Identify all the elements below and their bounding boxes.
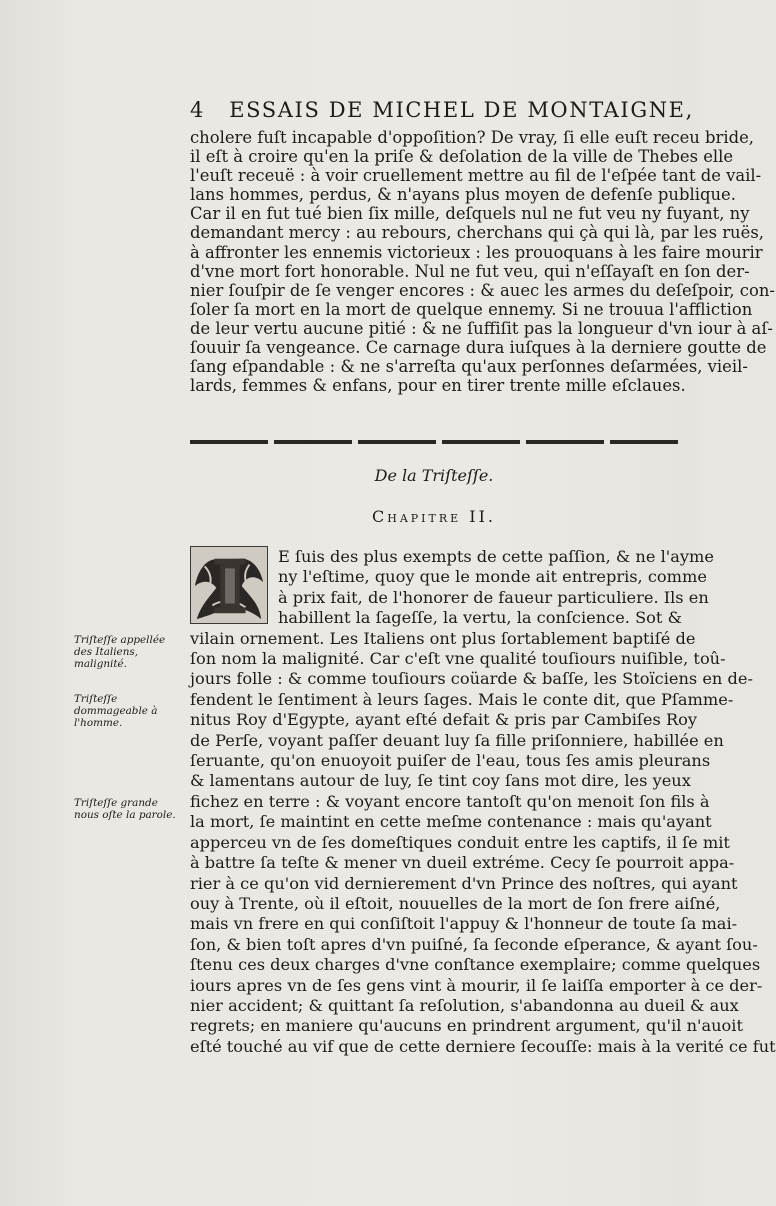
text-line: ſouuir ſa vengeance. Ce carnage dura iuſques à la derniere goutte de xyxy=(190,338,767,358)
text-line: ouy à Trente, où il eſtoit, nouuelles de la mort de ſon frere aiſné, xyxy=(190,893,721,913)
continued-paragraph xyxy=(190,128,775,396)
running-title: ESSAIS DE MICHEL DE MONTAIGNE, xyxy=(229,98,694,122)
text-line: apperceu vn de ſes domeſtiques conduit entre les captifs, il ſe mit xyxy=(190,832,730,852)
text-line: nitus Roy d'Egypte, ayant eſté defait & pris par Cambiſes Roy xyxy=(190,710,698,730)
text-line: vilain ornement. Les Italiens ont plus ſortablement baptiſé de xyxy=(190,628,696,648)
text-line: la mort, ſe maintint en cette meſme contenance : mais qu'ayant xyxy=(190,812,712,832)
text-line: & lamentans autour de luy, ſe tint coy ſans mot dire, les yeux xyxy=(190,771,691,791)
text-line: il eſt à croire qu'en la priſe & deſolation de la ville de Thebes elle xyxy=(190,147,734,167)
text-line: nier ſouſpir de ſe venger encores : & auec les armes du deſeſpoir, con- xyxy=(190,280,775,300)
text-line: ny l'eſtime, quoy que le monde ait entrepris, comme xyxy=(278,567,707,587)
text-line: fendent le ſentiment à leurs ſages. Mais le conte dit, que Pſamme- xyxy=(190,689,734,709)
text-line: ſon nom la malignité. Car c'eſt vne qualité touſiours nuiſible, toû- xyxy=(190,649,726,669)
text-line: à affronter les ennemis victorieux : les prouoquans à les faire mourir xyxy=(190,242,763,262)
text-line: Car il en fut tué bien ſix mille, deſquels nul ne fut veu ny fuyant, ny xyxy=(190,204,750,224)
text-line: E ſuis des plus exempts de cette paſſion, & ne l'ayme xyxy=(278,547,714,566)
ornamental-divider xyxy=(190,440,678,444)
text-line: rier à ce qu'on vid dernierement d'vn Prince des noſtres, qui ayant xyxy=(190,873,738,893)
text-line: cholere fuſt incapable d'oppoſition? De vray, ſi elle euſt receu bride, xyxy=(190,128,755,147)
text-line: ſon, & bien toſt apres d'vn puiſné, ſa ſeconde eſperance, & ayant ſou- xyxy=(190,934,758,954)
text-line: demandant mercy : au rebours, cherchans qui çà qui là, par les ruës, xyxy=(190,223,764,243)
chapter-body xyxy=(190,547,776,1057)
section-title: De la Triſteſſe. xyxy=(374,466,494,485)
text-line: lards, femmes & enfans, pour en tirer trente mille eſclaues. xyxy=(190,376,686,396)
text-line: eſté touché au vif que de cette derniere ſecouſſe: mais à la verité ce fut xyxy=(190,1036,776,1056)
text-line: à battre ſa teſte & mener vn dueil extréme. Cecy ſe pourroit appa- xyxy=(190,853,735,873)
text-line: ſang eſpandable : & ne s'arreſta qu'aux perſonnes deſarmées, vieil- xyxy=(190,357,748,377)
chapter-title: Chapitre II. xyxy=(372,507,496,526)
text-line: d'vne mort fort honorable. Nul ne fut veu, qui n'eſſayaſt en ſon der- xyxy=(190,261,750,281)
text-line: ſoler ſa mort en la mort de quelque ennemy. Si ne trouua l'affliction xyxy=(190,299,753,319)
text-line: à prix fait, de l'honorer de faueur particuliere. Ils en xyxy=(278,587,709,607)
text-line: iours apres vn de ſes gens vint à mourir, il ſe laiſſa emporter à ce der- xyxy=(190,975,763,995)
text-line: regrets; en maniere qu'aucuns en prindrent argument, qu'il n'auoit xyxy=(190,1016,743,1036)
margin-note: Triſteſſe appellée des Italiens, malignité. xyxy=(74,634,166,670)
text-line: fichez en terre : & voyant encore tantoſt qu'on menoit ſon fils à xyxy=(190,791,710,811)
margin-note: Triſteſſe dommageable à l'homme. xyxy=(74,693,158,729)
text-line: de Perſe, voyant paſſer deuant luy ſa fille priſonniere, habillée en xyxy=(190,730,724,750)
page-number: 4 xyxy=(190,98,205,122)
running-header xyxy=(190,98,694,122)
text-line: de leur vertu aucune pitié : & ne ſuffiſit pas la longueur d'vn iour à aſ- xyxy=(190,318,773,338)
text-line: lans hommes, perdus, & n'ayans plus moyen de defenſe publique. xyxy=(190,185,736,205)
margin-note: Triſteſſe grande nous oſte la parole. xyxy=(74,797,176,821)
text-line: mais vn frere en qui conſiſtoit l'appuy & l'honneur de toute ſa mai- xyxy=(190,914,738,934)
text-line: ſtenu ces deux charges d'vne conſtance exemplaire; comme quelques xyxy=(190,955,761,975)
text-line: habillent la ſageſſe, la vertu, la conſcience. Sot & xyxy=(278,608,682,628)
text-line: jours folle : & comme touſiours coüarde & baſſe, les Stoïciens en de- xyxy=(190,669,753,689)
text-line: nier accident; & quittant ſa reſolution, s'abandonna au dueil & aux xyxy=(190,995,739,1015)
text-line: ſeruante, qu'on enuoyoit puiſer de l'eau, tous ſes amis pleurans xyxy=(190,751,711,771)
text-line: l'euſt receuë : à voir cruellement mettre au fil de l'eſpée tant de vail- xyxy=(190,166,762,186)
